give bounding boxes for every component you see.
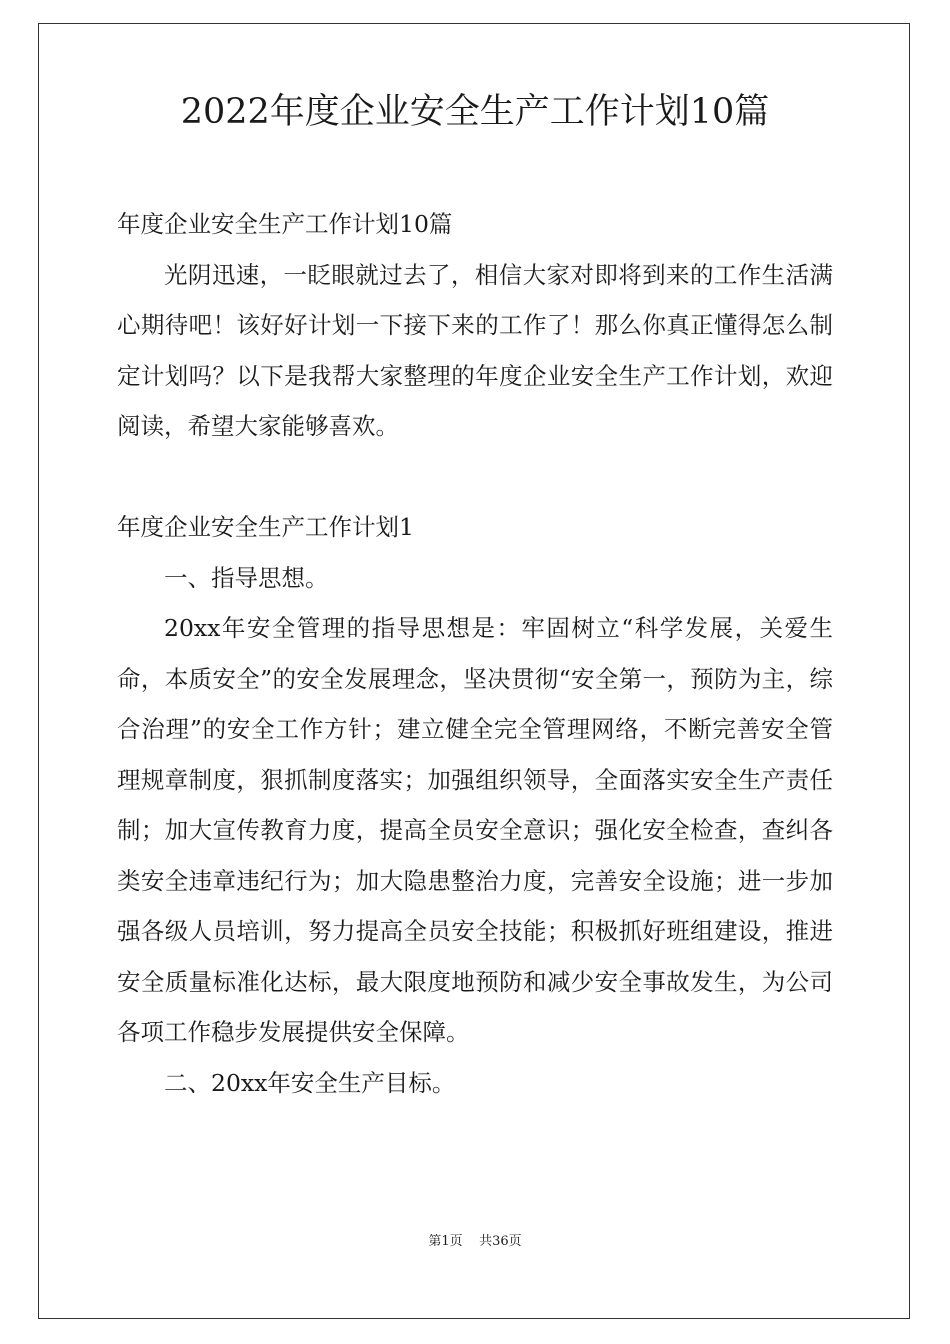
section-heading: 年度企业安全生产工作计划1 [117,513,414,541]
document-body [117,199,833,1108]
intro-paragraph: 光阴迅速，一眨眼就过去了，相信大家对即将到来的工作生活满心期待吧！该好好计划一下接下来的工作了！那么你真正懂得怎么制定计划吗？以下是我帮大家整理的年度企业安全生产工作计划，欢迎阅读，希望大家能够喜欢。 [117,260,833,440]
item-1-heading: 一、指导思想。 [164,563,329,592]
page-number-footer: 第1页 共36页 [428,1234,522,1249]
document-title: 2022年度企业安全生产工作计划10篇 [180,92,770,132]
item-2-heading: 二、20xx年安全生产目标。 [164,1068,456,1097]
item-1-paragraph: 20xx年安全管理的指导思想是：牢固树立“科学发展，关爱生命，本质安全”的安全发展理念，坚决贯彻“安全第一，预防为主，综合治理”的安全工作方针；建立健全完全管理网络，不断完善安全管理规章制度，狠抓制度落实；加强组织领导，全面落实安全生产责任制；加大宣传教育力度，提高全员安全意识；强化安全检查，查纠各类安全违章违纪行为；加大隐患整治力度，完善安全设施；进一步加强各级人员培训，努力提高全员安全技能；积极抓好班组建设，推进安全质量标准化达标，最大限度地预防和减少安全事故发生，为公司各项工作稳步发展提供安全保障。 [117,614,833,1046]
document-subtitle: 年度企业安全生产工作计划10篇 [117,210,453,238]
